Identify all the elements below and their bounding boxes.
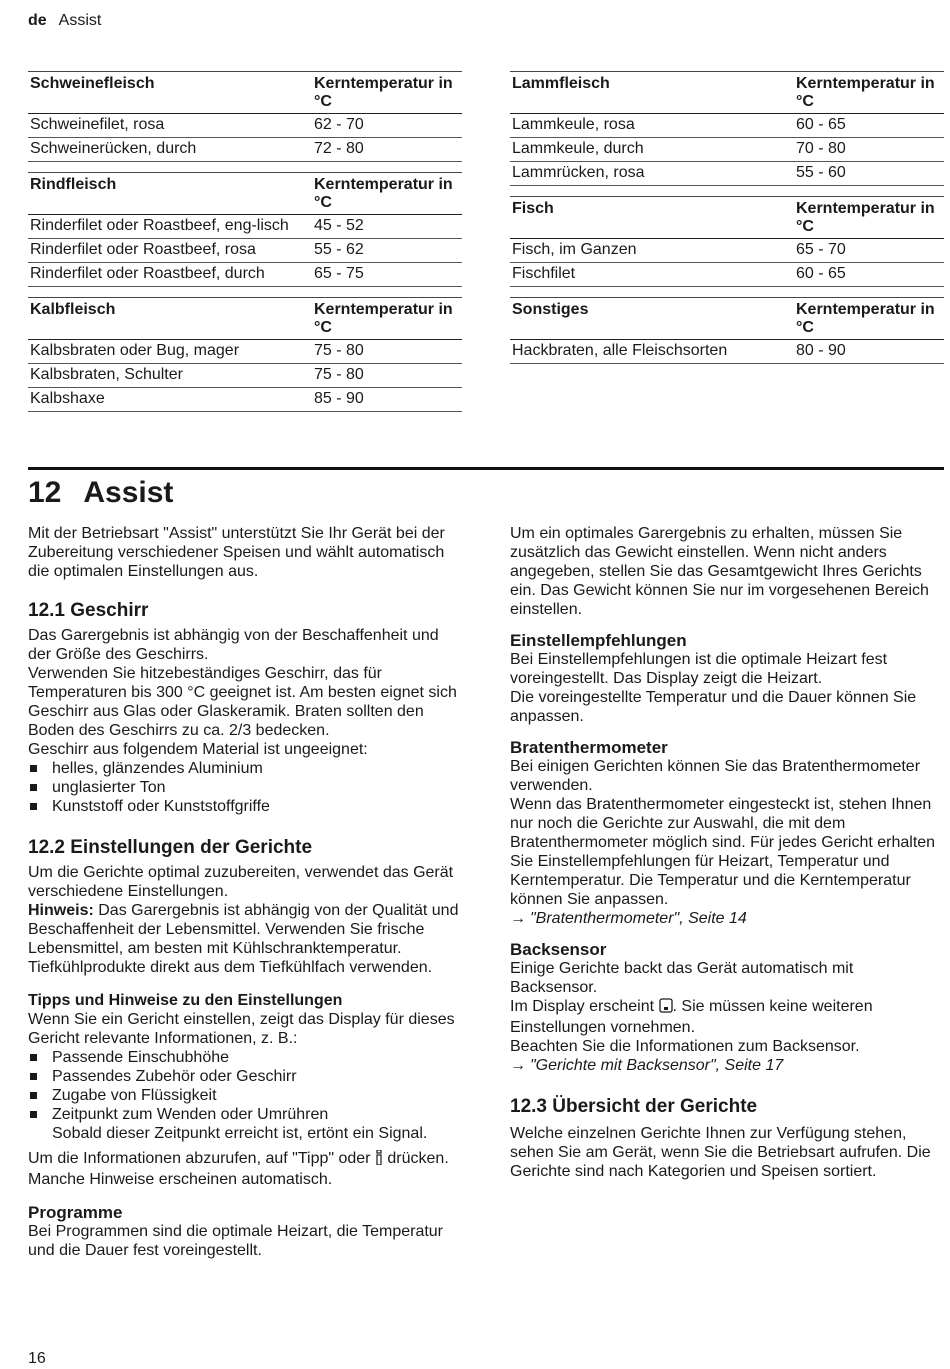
arrow-right-icon: → (510, 1057, 526, 1074)
paragraph: Bei Einstellempfehlungen ist die optimale Heizart fest voreingestellt. Das Display zeigt die Heizart. (510, 651, 888, 687)
paragraph: Wenn Sie ein Gericht einstellen, zeigt das Display für dieses Gericht relevante Informationen, z. B.: (28, 1011, 455, 1047)
programme-subheading: Programme (28, 1203, 123, 1222)
group-header: Lammfleisch (512, 75, 610, 92)
display-info-list (28, 1048, 462, 1143)
table-header-row (28, 173, 462, 215)
cell-dish: Schweinerücken, durch (28, 138, 312, 162)
table-header-row (28, 72, 462, 114)
table-row (28, 138, 462, 162)
paragraph: Welche einzelnen Gerichte Ihnen zur Verfügung stehen, sehen Sie am Gerät, wenn Sie die Betriebsart aufrufen. Die Gerichte sind nach Kategorien und Speisen sortiert. (510, 1125, 931, 1180)
table-row (510, 340, 944, 364)
table-header-row (28, 298, 462, 340)
paragraph (510, 997, 944, 1037)
text-part: Um die Informationen abzurufen, auf "Tipp" oder (28, 1150, 375, 1167)
paragraph: Geschirr aus folgendem Material ist ungeeignet: (28, 741, 368, 758)
group-header: Sonstiges (512, 301, 589, 318)
note-text: Das Garergebnis ist abhängig von der Qualität und Beschaffenheit der Lebensmittel. Verwenden Sie frische Lebensmittel, am besten mit Kühlschranktemperatur. Tiefkühlprodukte direkt aus dem Tiefkühlfach verwenden. (28, 902, 459, 976)
group-header: Rindfleisch (30, 176, 117, 193)
text-part: drücken. Manche Hinweise erscheinen automatisch. (28, 1150, 449, 1188)
cell-dish: Lammkeule, rosa (510, 114, 794, 138)
paragraph: Beachten Sie die Informationen zum Backsensor. (510, 1038, 860, 1055)
column-header: Kerntemperatur in °C (314, 75, 453, 110)
cell-dish: Rinderfilet oder Roastbeef, durch (28, 263, 312, 287)
cell-temp: 80 - 90 (794, 340, 944, 364)
paragraph: Verwenden Sie hitzebeständiges Geschirr, das für Temperaturen bis 300 °C geeignet ist. Am besten eignet sich Geschirr aus Glas oder Glaskeramik. Braten sollten den Boden des Geschirrs zu ca. 2/3 bedecken. (28, 665, 457, 739)
cell-dish: Schweinefilet, rosa (28, 114, 312, 138)
recommendations-subheading: Einstellempfehlungen (510, 631, 687, 650)
cell-dish: Kalbsbraten oder Bug, mager (28, 340, 312, 364)
cell-temp: 60 - 65 (794, 263, 944, 287)
cell-temp: 85 - 90 (312, 388, 462, 412)
column-header: Kerntemperatur in °C (314, 176, 453, 211)
intro-paragraph: Mit der Betriebsart "Assist" unterstützt Sie Ihr Gerät bei der Zubereitung verschiedener Speisen und wählt automatisch die optimalen Einstellungen aus. (28, 525, 445, 580)
baking-sensor-icon (659, 998, 673, 1018)
section-12-3-title: 12.3 Übersicht der Gerichte (510, 1096, 758, 1117)
paragraph: Bei einigen Gerichten können Sie das Bratenthermometer verwenden. (510, 758, 921, 794)
table-header-row (510, 197, 944, 239)
cross-reference-link[interactable] (510, 909, 944, 928)
paragraph: Die voreingestellte Temperatur und die Dauer können Sie anpassen. (510, 689, 917, 725)
text-part: Im Display erscheint (510, 998, 659, 1015)
list-item (28, 1105, 462, 1143)
table-row (28, 215, 462, 239)
table-header-row (510, 72, 944, 114)
table-row (510, 138, 944, 162)
table-row (28, 114, 462, 138)
cell-temp: 70 - 80 (794, 138, 944, 162)
baking-sensor-subheading: Backsensor (510, 940, 607, 959)
column-header: Kerntemperatur in °C (314, 301, 453, 336)
list-item: helles, glänzendes Aluminium (28, 759, 462, 778)
list-item: unglasierter Ton (28, 778, 462, 797)
chapter-title (28, 476, 173, 510)
chapter-name: Assist (83, 476, 174, 509)
cell-dish: Lammkeule, durch (510, 138, 794, 162)
cell-dish: Kalbsbraten, Schulter (28, 364, 312, 388)
list-item: Zugabe von Flüssigkeit (28, 1086, 462, 1105)
group-header: Fisch (512, 200, 554, 217)
list-item: Kunststoff oder Kunststoffgriffe (28, 797, 462, 816)
header-title: Assist (58, 12, 102, 29)
cell-temp: 55 - 62 (312, 239, 462, 263)
link-text: "Gerichte mit Backsensor", Seite 17 (530, 1057, 784, 1074)
group-header: Kalbfleisch (30, 301, 116, 318)
cross-reference-link[interactable] (510, 1056, 944, 1075)
table-row (510, 263, 944, 287)
table-row (510, 239, 944, 263)
list-item: Passende Einschubhöhe (28, 1048, 462, 1067)
column-header: Kerntemperatur in °C (796, 301, 935, 336)
cell-dish: Rinderfilet oder Roastbeef, eng-lisch (28, 215, 312, 239)
cell-temp: 65 - 70 (794, 239, 944, 263)
table-header-row (510, 298, 944, 340)
info-icon (375, 1150, 383, 1170)
table-row (28, 239, 462, 263)
table-row (28, 263, 462, 287)
left-text-column (28, 524, 462, 1260)
meat-thermometer-subheading: Bratenthermometer (510, 738, 668, 757)
table-row (510, 162, 944, 186)
list-item-extra: Sobald dieser Zeitpunkt erreicht ist, ertönt ein Signal. (52, 1125, 428, 1142)
core-temperature-table-right (510, 71, 944, 364)
note-paragraph (28, 901, 462, 977)
language-code: de (28, 12, 47, 29)
unsuitable-material-list (28, 759, 462, 816)
section-12-1-title: 12.1 Geschirr (28, 600, 149, 621)
table-row (28, 340, 462, 364)
cell-temp: 60 - 65 (794, 114, 944, 138)
paragraph (28, 1149, 462, 1189)
page-header (28, 12, 101, 30)
note-label: Hinweis: (28, 902, 94, 919)
cell-dish: Rinderfilet oder Roastbeef, rosa (28, 239, 312, 263)
core-temperature-table-left (28, 71, 462, 412)
right-text-column (510, 524, 944, 1181)
table-row (28, 364, 462, 388)
group-header: Schweinefleisch (30, 75, 155, 92)
paragraph: Einige Gerichte backt das Gerät automatisch mit Backsensor. (510, 960, 854, 996)
cell-dish: Fischfilet (510, 263, 794, 287)
table-row (510, 114, 944, 138)
cell-dish: Fisch, im Ganzen (510, 239, 794, 263)
text-part: . Sie müssen keine weiteren Einstellungen vornehmen. (510, 998, 873, 1036)
cell-temp: 75 - 80 (312, 340, 462, 364)
cell-temp: 45 - 52 (312, 215, 462, 239)
page-number: 16 (28, 1350, 46, 1367)
cell-dish: Kalbshaxe (28, 388, 312, 412)
cell-dish: Hackbraten, alle Fleischsorten (510, 340, 794, 364)
table-row (28, 388, 462, 412)
list-item: Passendes Zubehör oder Geschirr (28, 1067, 462, 1086)
arrow-right-icon: → (510, 910, 526, 927)
cell-temp: 55 - 60 (794, 162, 944, 186)
column-header: Kerntemperatur in °C (796, 75, 935, 110)
link-text: "Bratenthermometer", Seite 14 (530, 910, 747, 927)
tips-subheading: Tipps und Hinweise zu den Einstellungen (28, 992, 343, 1009)
cell-temp: 62 - 70 (312, 114, 462, 138)
column-header: Kerntemperatur in °C (796, 200, 935, 235)
cell-temp: 72 - 80 (312, 138, 462, 162)
chapter-number: 12 (28, 476, 62, 509)
cell-temp: 75 - 80 (312, 364, 462, 388)
chapter-rule (28, 467, 944, 470)
cell-temp: 65 - 75 (312, 263, 462, 287)
cell-dish: Lammrücken, rosa (510, 162, 794, 186)
paragraph: Um die Gerichte optimal zuzubereiten, verwendet das Gerät verschiedene Einstellungen. (28, 864, 454, 900)
paragraph: Bei Programmen sind die optimale Heizart, die Temperatur und die Dauer fest voreingestellt. (28, 1223, 444, 1259)
section-12-2-title: 12.2 Einstellungen der Gerichte (28, 837, 313, 858)
paragraph: Um ein optimales Garergebnis zu erhalten, müssen Sie zusätzlich das Gewicht einstellen. Wenn nicht anders angegeben, stellen Sie das Gesamtgewicht Ihres Gerichts ein. Das Gewicht können Sie nur im vorgesehenen Bereich einstellen. (510, 525, 929, 618)
paragraph: Das Garergebnis ist abhängig von der Beschaffenheit und der Größe des Geschirrs. (28, 627, 439, 663)
paragraph: Wenn das Bratenthermometer eingesteckt ist, stehen Ihnen nur noch die Gerichte zur Auswahl, die mit dem Bratenthermometer möglich sind. Für jedes Gericht erhalten Sie Einstellempfehlungen für Heizart, Temperatur und Kerntemperatur. Die Temperatur und die Kerntemperatur können Sie anpassen. (510, 796, 936, 908)
list-item-text: Zeitpunkt zum Wenden oder Umrühren (52, 1106, 329, 1123)
